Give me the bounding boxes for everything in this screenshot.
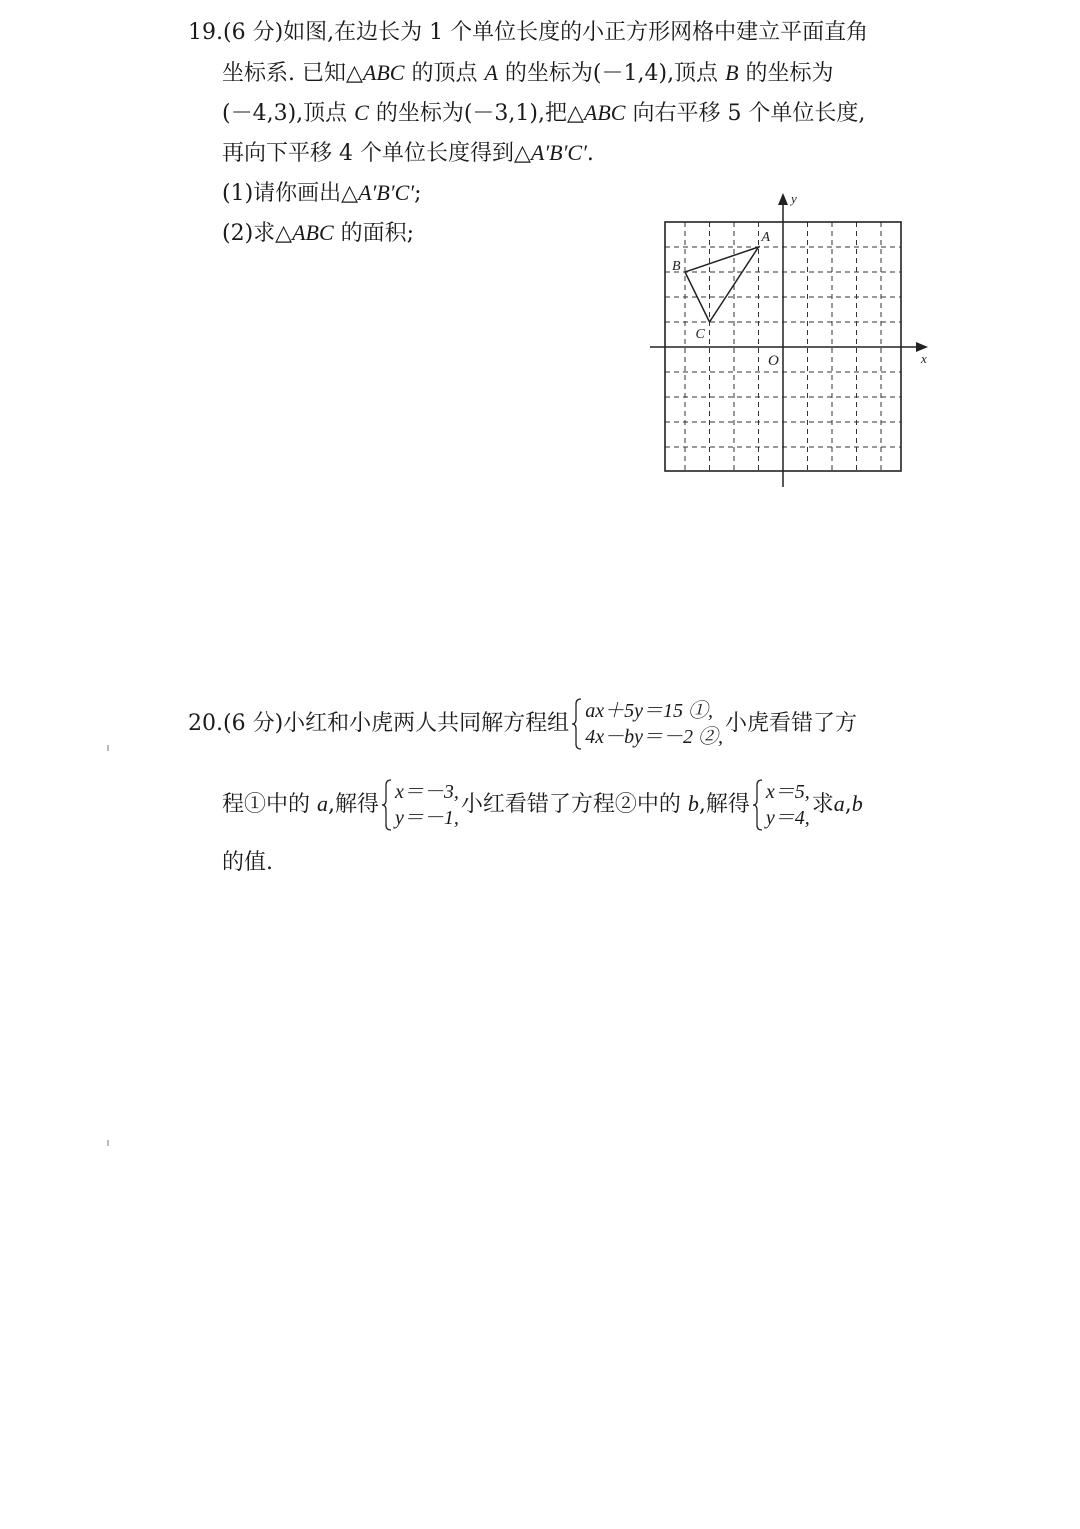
vertex-c-label: C bbox=[695, 327, 705, 342]
equation-system-1 bbox=[571, 698, 723, 750]
q19-math: B bbox=[725, 60, 739, 85]
q19-math: A bbox=[484, 60, 498, 85]
q19-math: ABC bbox=[292, 220, 334, 245]
y-axis-label: y bbox=[791, 191, 797, 206]
solution-y: y＝4, bbox=[765, 807, 810, 829]
q19-text: 的坐标为(－1,4),顶点 bbox=[497, 61, 726, 86]
equation-1: ax＋5y＝15 ①, bbox=[585, 700, 713, 722]
q19-line-2 bbox=[222, 58, 834, 89]
solution-x: x＝5, bbox=[765, 781, 810, 803]
solution-system-2 bbox=[752, 779, 810, 831]
q19-text: 坐标系. 已知△ bbox=[222, 61, 363, 86]
q19-text: . bbox=[586, 141, 594, 166]
q19-math: ABC bbox=[362, 60, 405, 85]
y-axis-arrow bbox=[778, 193, 788, 205]
origin-label: O bbox=[768, 353, 779, 369]
q20-line-3 bbox=[222, 848, 273, 878]
q20-math: b bbox=[687, 791, 699, 816]
q19-text-line-1: 如图,在边长为 1 个单位长度的小正方形网格中建立平面直角 bbox=[283, 20, 869, 45]
q19-text: 的面积; bbox=[333, 221, 415, 246]
q19-math: A′B′C′ bbox=[530, 140, 587, 165]
q19-math: C bbox=[354, 100, 369, 125]
q19-part-1 bbox=[222, 178, 422, 209]
left-brace bbox=[571, 698, 583, 750]
triangle-abc bbox=[685, 247, 759, 322]
coordinate-grid-figure bbox=[645, 185, 935, 495]
q20-line-2 bbox=[222, 774, 863, 835]
solution-system-1 bbox=[381, 779, 459, 831]
q20-number: 20. bbox=[188, 711, 223, 736]
q20-text: 小红和小虎两人共同解方程组 bbox=[283, 711, 570, 736]
q20-math: a bbox=[317, 791, 328, 816]
q19-text: 的坐标为 bbox=[738, 61, 834, 86]
q19-line-4 bbox=[222, 138, 594, 169]
q19-text: 再向下平移 4 个单位长度得到△ bbox=[222, 141, 531, 166]
q19-text: 向右平移 5 个单位长度, bbox=[625, 101, 866, 126]
q20-text: ,解得 bbox=[328, 792, 379, 817]
q20-line-1 bbox=[188, 694, 857, 754]
scan-mark bbox=[107, 1140, 109, 1146]
scan-mark bbox=[107, 745, 109, 751]
q20-text: 求 bbox=[811, 792, 834, 817]
q19-number: 19. bbox=[188, 20, 223, 45]
q19-text: 的坐标为(－3,1),把△ bbox=[368, 101, 584, 126]
left-brace bbox=[381, 779, 393, 831]
q20-math: b bbox=[851, 791, 863, 816]
x-axis-label: x bbox=[921, 351, 927, 366]
q20-score: (6 分) bbox=[223, 711, 284, 736]
q19-text: (1)请你画出△ bbox=[222, 181, 359, 206]
q20-text: 小虎看错了方 bbox=[724, 711, 857, 736]
q19-math: ABC bbox=[583, 100, 626, 125]
vertex-a-label: A bbox=[761, 230, 771, 245]
equation-2: 4x－by＝－2 ②, bbox=[585, 726, 723, 748]
q20-text: 程①中的 bbox=[222, 792, 317, 817]
q19-text: (2)求△ bbox=[222, 221, 293, 246]
q19-score: (6 分) bbox=[223, 20, 284, 45]
q20-math: a bbox=[833, 791, 845, 816]
q19-line-3 bbox=[222, 98, 865, 129]
solution-x: x＝－3, bbox=[395, 781, 459, 803]
left-brace bbox=[752, 779, 764, 831]
q20-text: 的值. bbox=[222, 850, 273, 875]
solution-y: y＝－1, bbox=[395, 807, 459, 829]
q20-text: 小红看错了方程②中的 bbox=[460, 792, 688, 817]
q20-text: , bbox=[844, 792, 852, 817]
vertex-b-label: B bbox=[672, 259, 681, 274]
q20-text: ,解得 bbox=[698, 792, 750, 817]
q19-line-1 bbox=[188, 18, 868, 48]
q19-text: ; bbox=[414, 181, 422, 206]
q19-text: 的顶点 bbox=[404, 61, 485, 86]
q19-part-2 bbox=[222, 218, 414, 249]
q19-math: A′B′C′ bbox=[358, 180, 415, 205]
q19-text: (－4,3),顶点 bbox=[222, 101, 355, 126]
